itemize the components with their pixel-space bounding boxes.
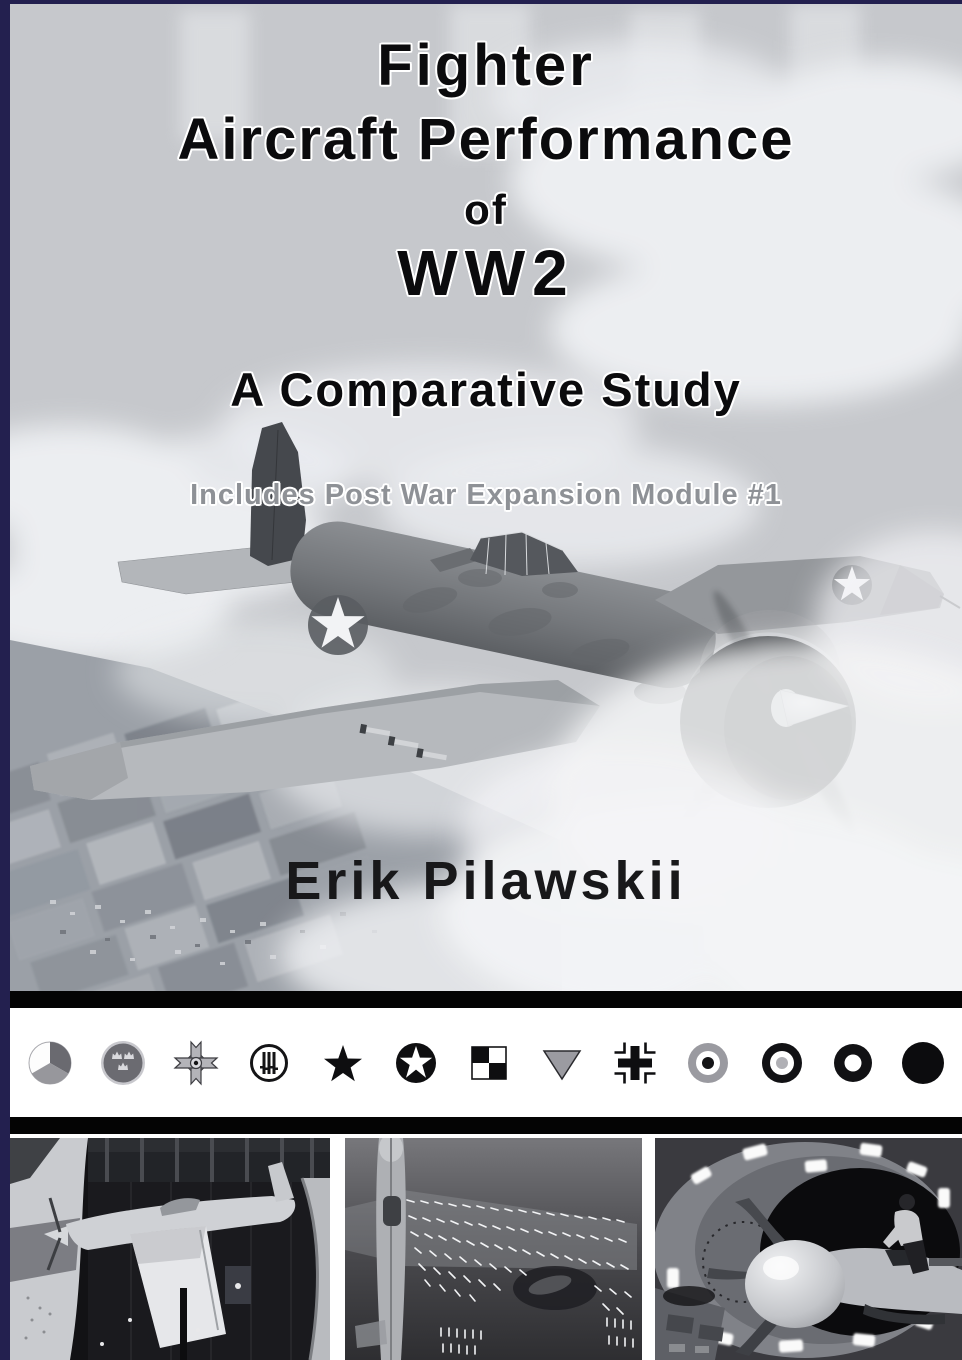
white-star-disc-icon xyxy=(392,1039,440,1087)
balkenkreuz-cross-icon xyxy=(611,1039,659,1087)
divider-band-bottom xyxy=(10,1117,962,1134)
tagline: Includes Post War Expansion Module #1 xyxy=(190,479,782,511)
gray-triangle-icon xyxy=(538,1039,586,1087)
book-spine-edge xyxy=(0,0,10,1360)
black-disc-icon xyxy=(900,1040,946,1086)
subtitle: A Comparative Study xyxy=(230,363,742,416)
title-line-2: Aircraft Performance xyxy=(177,107,795,172)
title-line-3: of xyxy=(464,186,508,233)
tri-segment-roundel-icon xyxy=(26,1039,74,1087)
black-star-icon xyxy=(319,1039,367,1087)
triple-bar-roundel-icon xyxy=(245,1039,293,1087)
black-ring-white-core-roundel-icon xyxy=(831,1041,875,1085)
wind-tunnel-engineer-photo xyxy=(655,1138,962,1360)
top-edge-line xyxy=(0,0,962,4)
author-name: Erik Pilawskii xyxy=(285,851,687,911)
title-line-1: Fighter xyxy=(377,33,595,98)
title-line-4: WW2 xyxy=(397,237,575,309)
checkerboard-icon xyxy=(465,1039,513,1087)
three-crowns-roundel-icon xyxy=(99,1039,147,1087)
notched-cross-star-icon xyxy=(172,1039,220,1087)
gray-ring-roundel-icon xyxy=(684,1039,732,1087)
wind-tunnel-mounted-aircraft-photo xyxy=(10,1138,330,1360)
black-ring-gray-dot-roundel-icon xyxy=(758,1039,806,1087)
divider-band-top xyxy=(10,991,962,1008)
tuft-flow-test-photo xyxy=(345,1138,642,1360)
insignia-strip xyxy=(10,1008,962,1117)
